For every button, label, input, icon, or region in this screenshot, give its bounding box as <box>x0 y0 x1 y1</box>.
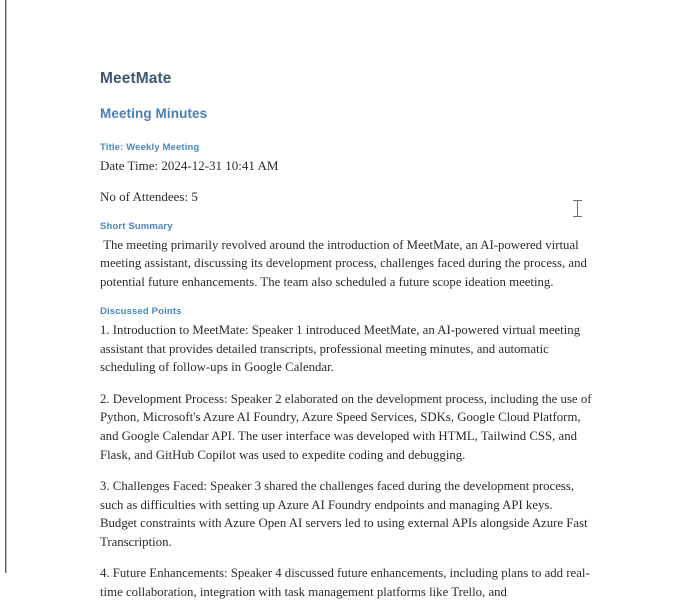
meeting-title-label: Title: Weekly Meeting <box>100 141 200 153</box>
app-title: MeetMate <box>100 70 172 87</box>
meeting-datetime: Date Time: 2024-12-31 10:41 AM <box>100 157 279 173</box>
discussed-point-item: 4. Future Enhancements: Speaker 4 discussed future enhancements, including plans to add real-time collaboration, integration with task management platforms like Trello, and <box>100 566 590 599</box>
spacer <box>100 464 592 477</box>
discussed-point-item: 1. Introduction to MeetMate: Speaker 1 introduced MeetMate, an AI-powered virtual meeting assistant that provides detailed transcripts, professional meeting minutes, and automatic scheduling of follow-ups in Google Calendar. <box>100 323 584 375</box>
section-heading-discussed-points: Discussed Points <box>100 306 182 318</box>
spacer <box>100 174 592 188</box>
spacer <box>100 377 592 390</box>
short-summary-text: The meeting primarily revolved around the introduction of MeetMate, an AI-powered virtual meeting assistant, discussing its development process, challenges faced during the process, and potential future enhancements. The team also scheduled a future scope ideation meeting. <box>100 237 591 289</box>
document-page <box>7 0 694 599</box>
spacer <box>100 291 592 306</box>
discussed-point-item: 3. Challenges Faced: Speaker 3 shared the challenges faced during the development process, such as difficulties with setting up Azure AI Foundry endpoints and managing API keys. Budget constraints with Azure Open AI servers led to using external APIs alongside Azure Fast Transcription. <box>100 479 591 549</box>
document-body <box>100 70 595 601</box>
spacer <box>100 551 592 564</box>
section-heading-short-summary: Short Summary <box>100 220 173 232</box>
discussed-point-item: 2. Development Process: Speaker 2 elaborated on the development process, including the use of Python, Microsoft's Azure AI Foundry, Azure Speed Services, SDKs, Google Cloud Platform, and Google Calendar API. The user interface was developed with HTML, Tailwind CSS, and Flask, and GitHub Copilot was used to expedite coding and debugging. <box>100 391 595 462</box>
spacer <box>100 206 592 221</box>
page-title: Meeting Minutes <box>100 106 208 122</box>
meeting-attendees-count: No of Attendees: 5 <box>100 189 198 205</box>
